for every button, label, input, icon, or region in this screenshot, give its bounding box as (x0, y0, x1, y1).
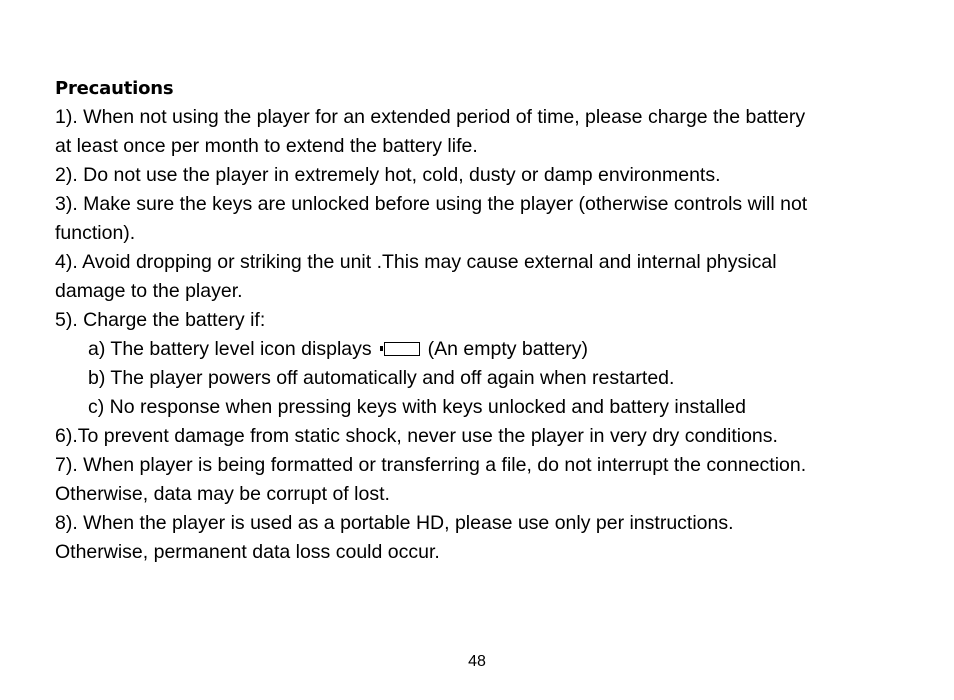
precaution-2: 2). Do not use the player in extremely hot, cold, dusty or damp environments. (55, 164, 721, 186)
precaution-5-sub-b: b) The player powers off automatically and off again when restarted. (88, 367, 675, 389)
precaution-4-line-2: damage to the player. (55, 280, 243, 302)
empty-battery-icon (384, 342, 420, 356)
precaution-1-line-2: at least once per month to extend the battery life. (55, 135, 478, 157)
precautions-section (55, 78, 915, 567)
precaution-4-line-1: 4). Avoid dropping or striking the unit .This may cause external and internal physical (55, 251, 777, 273)
precaution-5-sub-a (55, 335, 915, 364)
precaution-8-line-2: Otherwise, permanent data loss could occur. (55, 541, 440, 563)
precaution-3-line-2: function). (55, 222, 136, 244)
precaution-3-line-1: 3). Make sure the keys are unlocked before using the player (otherwise controls will not (55, 193, 808, 215)
sub-a-text-after: (An empty battery) (427, 338, 589, 360)
precaution-1-line-1: 1). When not using the player for an extended period of time, please charge the battery (55, 106, 806, 128)
section-title: Precautions (55, 78, 174, 99)
sub-a-text-before: a) The battery level icon displays (88, 338, 372, 360)
precaution-5: 5). Charge the battery if: (55, 309, 266, 331)
precaution-7-line-2: Otherwise, data may be corrupt of lost. (55, 483, 390, 505)
precaution-7-line-1: 7). When player is being formatted or transferring a file, do not interrupt the connection. (55, 454, 807, 476)
precaution-8-line-1: 8). When the player is used as a portable HD, please use only per instructions. (55, 512, 734, 534)
precaution-6: 6).To prevent damage from static shock, never use the player in very dry conditions. (55, 425, 778, 447)
page-number: 48 (468, 653, 486, 670)
precaution-5-sub-c: c) No response when pressing keys with keys unlocked and battery installed (88, 396, 746, 418)
